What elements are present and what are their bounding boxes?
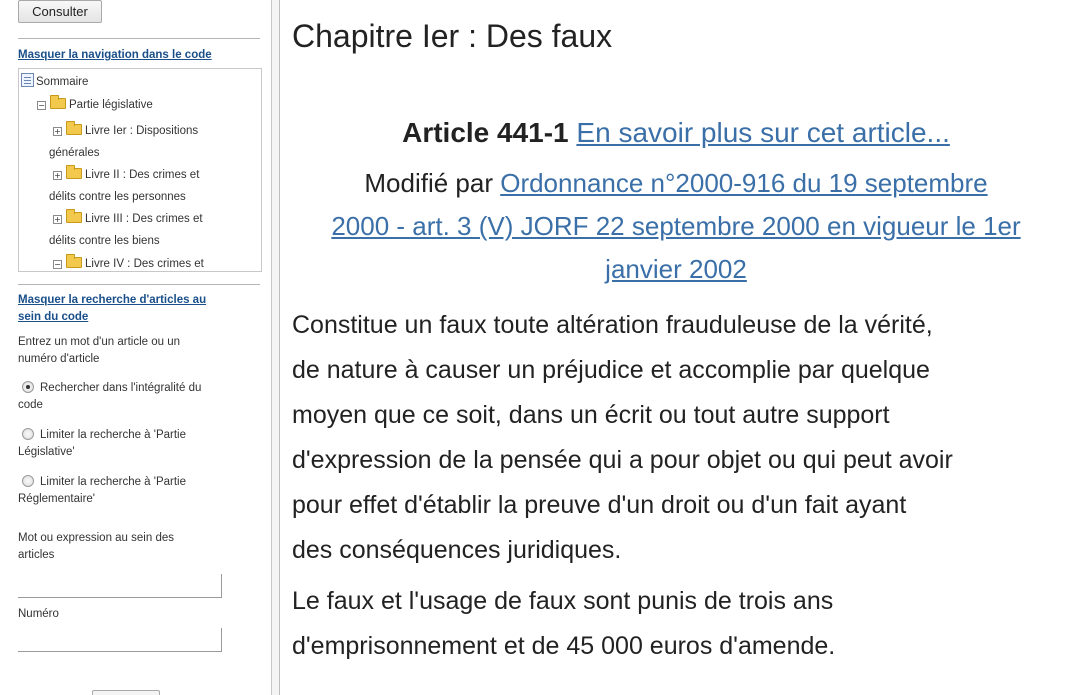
option-label: Limiter la recherche à 'Partie <box>40 476 187 488</box>
paragraph-line: de nature à causer un préjudice et accomplie par quelque <box>292 356 930 384</box>
search-option-all-code[interactable] <box>18 380 250 414</box>
ordonnance-link[interactable]: Ordonnance n°2000-916 du 19 septembre <box>500 168 988 198</box>
paragraph-line: pour effet d'établir la preuve d'un droit ou d'un fait ayant <box>292 491 907 519</box>
folder-icon <box>66 124 82 135</box>
tree-item-label-cont: délits contre les biens <box>49 235 160 247</box>
number-field-label: Numéro <box>18 608 59 620</box>
radio-button[interactable] <box>22 475 34 487</box>
search-option-legislative[interactable] <box>18 427 250 461</box>
paragraph-line: moyen que ce soit, dans un écrit ou tout autre support <box>292 401 890 429</box>
hide-search-link-line1: Masquer la recherche d'articles au <box>18 294 207 306</box>
sidebar-border <box>272 0 280 695</box>
word-label-line1: Mot ou expression au sein des <box>18 532 174 544</box>
tree-item-label: Sommaire <box>36 76 89 88</box>
tree-item-label-cont: délits contre les personnes <box>49 191 186 203</box>
expand-icon[interactable]: + <box>54 171 61 180</box>
tree-item-label: Livre Ier : Dispositions <box>85 125 199 137</box>
tree-item-label-cont: générales <box>49 147 100 159</box>
document-icon <box>21 73 34 87</box>
tree-item-label: Livre II : Des crimes et <box>85 169 200 181</box>
ordonnance-link-cont[interactable]: 2000 - art. 3 (V) JORF 22 septembre 2000 en vigueur le 1er <box>331 211 1021 241</box>
search-option-reglementaire[interactable] <box>18 474 250 508</box>
collapse-icon[interactable]: − <box>38 101 45 110</box>
hide-navigation-link[interactable]: Masquer la navigation dans le code <box>18 49 212 61</box>
tree-item-livre-3[interactable] <box>53 212 203 227</box>
article-paragraph-1 <box>292 303 1072 573</box>
tree-item-livre-1[interactable] <box>53 124 198 139</box>
article-more-link[interactable]: En savoir plus sur cet article... <box>576 117 950 148</box>
tree-item-sommaire[interactable] <box>21 73 88 90</box>
tree-item-label: Livre III : Des crimes et <box>85 213 203 225</box>
folder-icon <box>66 257 82 268</box>
paragraph-line: d'emprisonnement et de 45 000 euros d'amende. <box>292 632 836 660</box>
modification-info <box>282 162 1070 291</box>
paragraph-line: d'expression de la pensée qui a pour objet ou qui peut avoir <box>292 446 953 474</box>
option-label-cont: code <box>18 399 43 411</box>
article-content <box>282 0 1080 695</box>
tree-item-livre-2[interactable] <box>53 168 199 183</box>
word-field-label <box>18 530 250 564</box>
article-number-input[interactable] <box>18 628 222 652</box>
article-number: Article 441-1 <box>402 117 569 148</box>
ordonnance-link-cont[interactable]: janvier 2002 <box>605 254 747 284</box>
collapse-icon[interactable]: − <box>54 260 61 269</box>
folder-icon <box>50 98 66 109</box>
radio-button[interactable] <box>22 428 34 440</box>
tree-item-partie-legislative[interactable] <box>37 98 153 113</box>
search-button[interactable] <box>92 690 160 695</box>
divider <box>18 284 260 285</box>
tree-item-label: Partie législative <box>69 99 153 111</box>
chapter-title: Chapitre Ier : Des faux <box>292 18 613 54</box>
paragraph-line: des conséquences juridiques. <box>292 536 622 564</box>
tree-item-label: Livre IV : Des crimes et <box>85 258 204 270</box>
modified-prefix: Modifié par <box>364 168 493 198</box>
code-navigation-tree[interactable] <box>18 68 262 272</box>
expand-icon[interactable]: + <box>54 215 61 224</box>
consult-button[interactable]: Consulter <box>18 0 102 23</box>
expand-icon[interactable]: + <box>54 127 61 136</box>
option-label: Rechercher dans l'intégralité du <box>40 382 202 394</box>
instructions-line1: Entrez un mot d'un article ou un <box>18 336 181 348</box>
hide-search-link-line2: sein du code <box>18 311 89 323</box>
search-instructions <box>18 334 250 368</box>
paragraph-line: Le faux et l'usage de faux sont punis de trois ans <box>292 587 834 615</box>
folder-icon <box>66 168 82 179</box>
folder-icon <box>66 212 82 223</box>
radio-button-checked[interactable] <box>22 381 34 393</box>
option-label-cont: Législative' <box>18 446 75 458</box>
option-label: Limiter la recherche à 'Partie <box>40 429 187 441</box>
word-search-input[interactable] <box>18 574 222 598</box>
article-header <box>282 112 1070 154</box>
instructions-line2: numéro d'article <box>18 353 100 365</box>
article-paragraph-2 <box>292 579 1072 669</box>
paragraph-line: Constitue un faux toute altération frauduleuse de la vérité, <box>292 311 933 339</box>
divider <box>18 38 260 39</box>
tree-item-livre-4[interactable] <box>53 257 204 272</box>
option-label-cont: Réglementaire' <box>18 493 95 505</box>
word-label-line2: articles <box>18 549 55 561</box>
hide-search-link[interactable] <box>18 292 206 326</box>
left-sidebar <box>0 0 272 695</box>
